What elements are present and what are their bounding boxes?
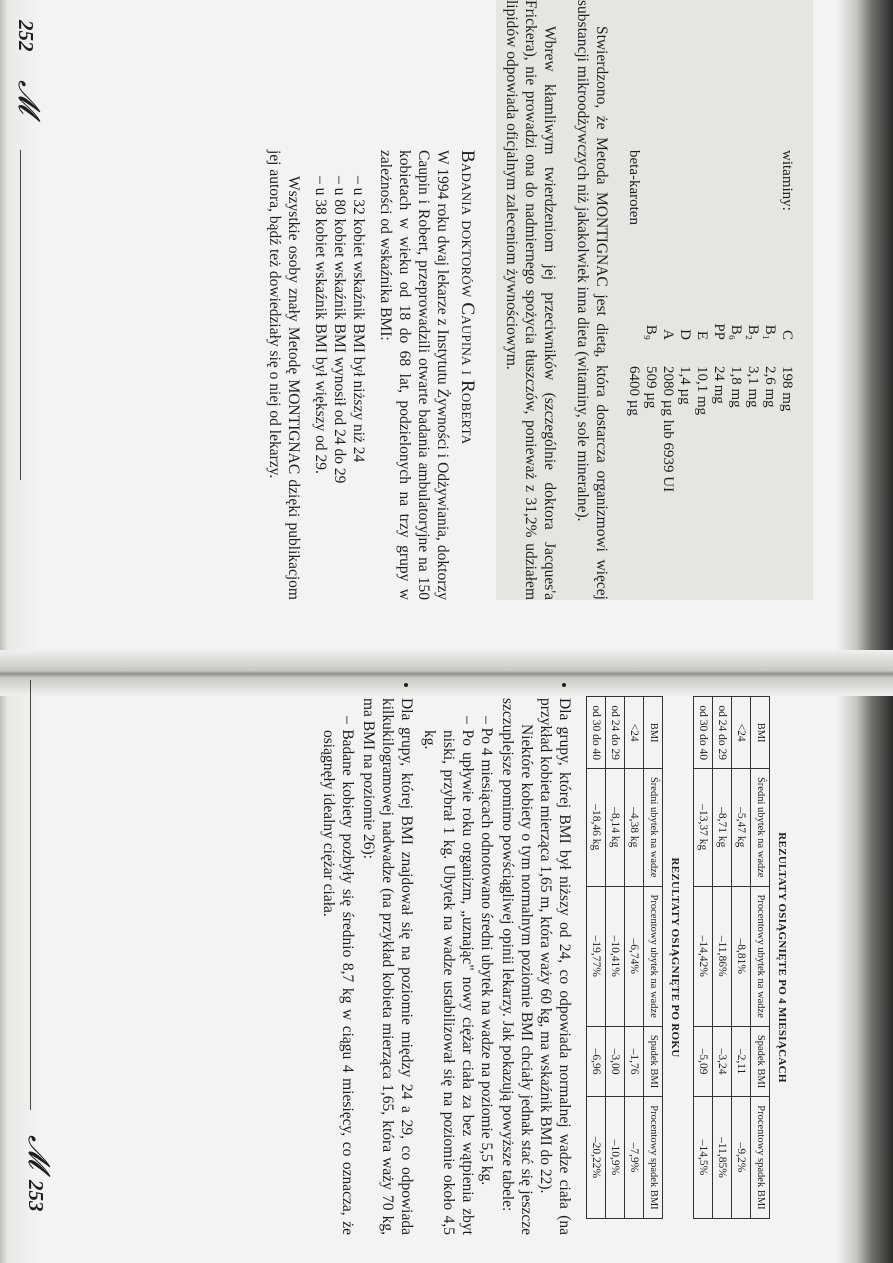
vitamins-label: [727, 150, 744, 245]
vitamin-row: [727, 150, 744, 492]
dash-list: [319, 716, 357, 1235]
vitamin-value: 24 mg: [711, 366, 727, 404]
logo-icon: 𝓜: [12, 80, 45, 114]
paragraph-opinion: Niektóre kobiety o tym normalnym poziomie BMI chciały jednak stać się jeszcze szczuplejsze pomimo powściągliwej opinii lekarzy. Jak pokazują powyższe tabele:: [499, 698, 535, 1235]
table-cell: –14,5%: [694, 1097, 713, 1218]
group-item: – u 38 kobiet wskaźnik BMI był większy od 29.: [311, 176, 330, 600]
vitamins-label: [676, 150, 693, 245]
vitamin-name: PP: [711, 323, 727, 340]
table-row: [606, 697, 625, 1218]
vitamin-value: 1,8 mg: [728, 366, 744, 408]
vitamin-value: 10,1 mg: [694, 366, 710, 416]
table-cell: –19,77%: [587, 886, 606, 1026]
table-cell: –6,96: [587, 1026, 606, 1096]
vitamins-label: [710, 150, 727, 245]
column-header: Spadek BMI: [644, 1026, 663, 1096]
vitamin-row: [761, 150, 778, 492]
vitamin-name: B₂: [745, 324, 761, 340]
section-heading: Badania doktorów Caupina i Roberta: [457, 150, 478, 445]
table-cell: –8,71 kg: [713, 768, 732, 886]
vitamin-row: [710, 150, 727, 492]
group-item: – u 32 kobiet wskaźnik BMI był niższy niż 24: [349, 176, 368, 600]
vitamins-label: [744, 150, 761, 245]
vitamin-name: B₆: [728, 324, 744, 340]
page-253-content: [315, 680, 788, 1235]
vitamin-value: 2,6 mg: [762, 366, 778, 408]
table-cell: od 30 do 40: [694, 697, 713, 769]
results-table-1-year: [586, 696, 663, 1218]
vitamins-label: [642, 150, 659, 245]
dash-item: – Badane kobiety pozbyły się średnio 8,7 kg w ciągu 4 miesięcy, co oznacza, że osiągnęły idealny ciężar ciała.: [319, 716, 357, 1235]
table-cell: –3,00: [606, 1026, 625, 1096]
table-row: [625, 697, 644, 1218]
vitamin-value: 198 mg: [779, 366, 795, 412]
paragraph-knowledge: Wszystkie osoby znały Metodę MONTIGNAC dzięki publikacjom jej autora, bądź też dowiedziały się o niej od lekarzy.: [266, 150, 302, 600]
table-cell: –5,09: [694, 1026, 713, 1096]
list-item: [319, 698, 416, 1235]
vitamins-label: beta-karoten: [626, 150, 642, 225]
column-header: BMI: [644, 697, 663, 769]
table-cell: –2,11: [732, 1026, 751, 1096]
vitamins-label: [693, 150, 710, 245]
page-number: 253: [24, 1180, 48, 1212]
table-cell: od 30 do 40: [587, 697, 606, 769]
table2-title: REZULTATY OSIĄGNIĘTE PO ROKU: [669, 857, 681, 1058]
results-table-4-months: [693, 696, 770, 1218]
vitamin-row: [659, 150, 676, 492]
table-cell: –6,74%: [625, 886, 644, 1026]
column-header: Procentowy ubytek na wadze: [751, 886, 770, 1026]
vitamins-table: [625, 150, 795, 492]
page-252-content: [265, 0, 813, 600]
page-number: 252: [14, 20, 38, 52]
group-item: – u 80 kobiet wskaźnik BMI wynosił od 24 do 29: [330, 176, 349, 600]
dash-list: [420, 716, 496, 1235]
table-cell: –3,24: [713, 1026, 732, 1096]
logo-icon: 𝓜: [22, 1135, 55, 1169]
table-cell: –14,42%: [694, 886, 713, 1026]
footer-rule: [30, 680, 31, 1110]
vitamin-value: 1,4 µg: [677, 366, 693, 405]
vitamins-label: [761, 150, 778, 245]
table-cell: –1,76: [625, 1026, 644, 1096]
vitamin-row: [744, 150, 761, 492]
vitamin-value: 509 µg: [643, 366, 659, 409]
vitamin-row: [642, 150, 659, 492]
groups-list: [311, 176, 368, 600]
vitamin-value: 3,1 mg: [745, 366, 761, 408]
column-header: Średni ubytek na wadze: [751, 768, 770, 886]
list-item: [420, 698, 574, 1235]
vitamin-name: B₉: [643, 324, 659, 340]
table-cell: od 24 do 29: [713, 697, 732, 769]
table-row: [694, 697, 713, 1218]
dash-item: – Po 4 miesiącach odnotowano średni ubytek na wadze na poziomie 5,5 kg.: [477, 716, 496, 1235]
column-header: Procentowy ubytek na wadze: [644, 886, 663, 1026]
dash-item: – Po upływie roku organizm, „uznając" nowy ciężar ciała za bez wątpienia zbyt niski, przybrał 1 kg. Ubytek na wadze ustabilizował się na poziomie około 4,5 kg.: [420, 716, 477, 1235]
page-253: [0, 650, 893, 1263]
table-cell: –20,22%: [587, 1097, 606, 1218]
vitamins-label: witaminy:: [779, 150, 795, 211]
vitamin-value: 6400 µg: [626, 366, 642, 416]
vitamins-box: [496, 0, 813, 600]
table-cell: –5,47 kg: [732, 768, 751, 886]
paragraph-lipids: Wbrew kłamliwym twierdzeniom jej przeciwników (szczególnie doktora Jacques'a Frickera), nie prowadzi ona do nadmiernego spożycia tłuszczów, ponieważ z 31,2% udziałem lipidów odpowiada oficjalnym zaleceniom żywnościowym.: [503, 0, 558, 600]
vitamin-name: A: [660, 329, 676, 340]
bullet-text: Dla grupy, której BMI był niższy od 24, co odpowiada normalnej wadze ciała (na przykład kobieta mierząca 1,65 m, która waży 60 kg, ma wskaźnik BMI do 22).: [537, 698, 573, 1235]
table-cell: –9,2%: [732, 1097, 751, 1218]
table-row: [587, 697, 606, 1218]
vitamin-name: [625, 245, 642, 348]
column-header: Procentowy spadek BMI: [644, 1097, 663, 1218]
table-cell: <24: [625, 697, 644, 769]
vitamin-row: [625, 150, 642, 492]
table-cell: –18,46 kg: [587, 768, 606, 886]
paragraph-micronutrients: Stwierdzono, że Metoda MONTIGNAC jest dietą, która dostarcza organizmowi więcej substancji mikroodżywczych niż jakakolwiek inna dieta (witaminy, sole mineralne).: [574, 0, 610, 600]
column-header: Średni ubytek na wadze: [644, 768, 663, 886]
vitamin-value: 2080 µg lub 6939 UI: [660, 366, 676, 493]
table-cell: <24: [732, 697, 751, 769]
table-cell: –11,85%: [713, 1097, 732, 1218]
paragraph-study: W 1994 roku dwaj lekarze z Instytutu Żywności i Odżywiania, doktorzy Caupin i Robert, przeprowadzili otwarte badania ambulatoryjne na 150 kobietach w wieku od 18 do 68 lat, podzielonych na trzy grupy w zależności od wskaźnika BMI:: [377, 150, 451, 600]
vitamin-name: B₁: [762, 324, 778, 340]
vitamin-row: [693, 150, 710, 492]
table-cell: –10,41%: [606, 886, 625, 1026]
column-header: BMI: [751, 697, 770, 769]
table1-title: REZULTATY OSIĄGNIĘTE PO 4 MIESIĄCACH: [776, 832, 788, 1083]
column-header: Procentowy spadek BMI: [751, 1097, 770, 1218]
table-cell: –8,81%: [732, 886, 751, 1026]
vitamin-name: C: [779, 329, 795, 340]
vitamin-name: E: [694, 330, 710, 340]
table-cell: –8,14 kg: [606, 768, 625, 886]
table-row: [732, 697, 751, 1218]
bullet-text: Dla grupy, której BMI znajdował się na poziomie między 24 a 29, co odpowiada kilkukilogramowej nadwadze (na przykład kobieta mierząca 1,65, która waży 70 kg, ma BMI na poziomie 26):: [360, 698, 415, 1235]
table-row: [713, 697, 732, 1218]
vitamin-row: [778, 150, 795, 492]
table-cell: –11,86%: [713, 886, 732, 1026]
table-cell: –10,9%: [606, 1097, 625, 1218]
vitamin-row: [676, 150, 693, 492]
table-cell: –13,37 kg: [694, 768, 713, 886]
table-cell: od 24 do 29: [606, 697, 625, 769]
column-header: Spadek BMI: [751, 1026, 770, 1096]
results-list: [319, 680, 574, 1235]
vitamins-label: [659, 150, 676, 245]
vitamin-name: D: [677, 329, 693, 340]
table-cell: –7,9%: [625, 1097, 644, 1218]
table-cell: –4,38 kg: [625, 768, 644, 886]
footer-rule: [20, 150, 21, 480]
